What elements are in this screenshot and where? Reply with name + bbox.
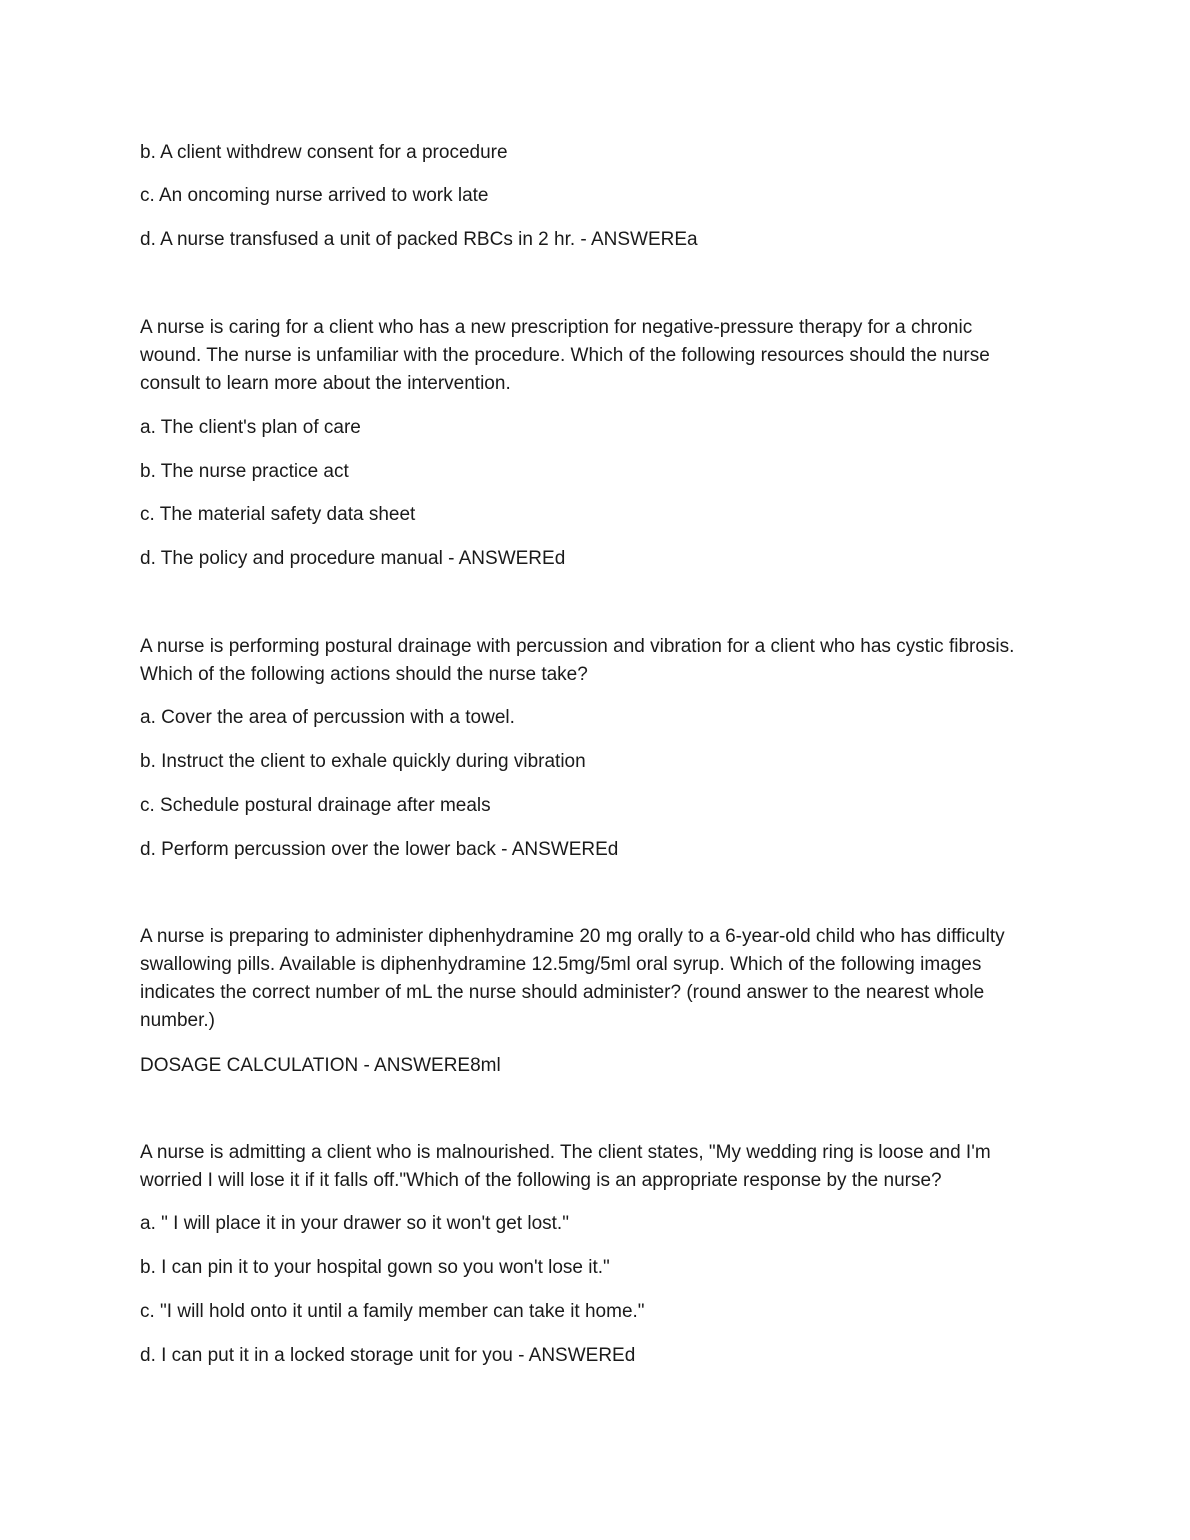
question-line: wound. The nurse is unfamiliar with the procedure. Which of the following resources should the nurse [140, 345, 990, 366]
option-line: c. An oncoming nurse arrived to work late [140, 185, 489, 206]
question-line: A nurse is preparing to administer diphenhydramine 20 mg orally to a 6-year-old child who has difficulty [140, 926, 1005, 947]
question-text [140, 633, 1060, 689]
option-line: d. Perform percussion over the lower back - ANSWEREd [140, 839, 619, 860]
question-line: consult to learn more about the intervention. [140, 373, 511, 394]
option-line: b. The nurse practice act [140, 461, 349, 482]
option-line: a. " I will place it in your drawer so it won't get lost." [140, 1213, 569, 1234]
question-line: swallowing pills. Available is diphenhydramine 12.5mg/5ml oral syrup. Which of the following images [140, 954, 982, 975]
option-line: b. I can pin it to your hospital gown so you won't lose it." [140, 1257, 610, 1278]
question-text [140, 1139, 1060, 1195]
option-line: d. I can put it in a locked storage unit for you - ANSWEREd [140, 1345, 636, 1366]
option-line: c. The material safety data sheet [140, 504, 416, 525]
question-line: A nurse is admitting a client who is malnourished. The client states, "My wedding ring is loose and I'm [140, 1142, 991, 1163]
question-line: worried I will lose it if it falls off."Which of the following is an appropriate response by the nurse? [140, 1170, 942, 1191]
question-line: number.) [140, 1010, 215, 1031]
question-line: Which of the following actions should the nurse take? [140, 664, 588, 685]
question-line: indicates the correct number of mL the nurse should administer? (round answer to the nearest whole [140, 982, 985, 1003]
option-line: c. "I will hold onto it until a family member can take it home." [140, 1301, 645, 1322]
option-line: d. The policy and procedure manual - ANSWEREd [140, 548, 566, 569]
question-text [140, 314, 1060, 398]
option-line: a. Cover the area of percussion with a towel. [140, 707, 515, 728]
question-line: A nurse is caring for a client who has a new prescription for negative-pressure therapy for a chronic [140, 317, 973, 338]
option-line: b. A client withdrew consent for a procedure [140, 142, 508, 163]
option-line: a. The client's plan of care [140, 417, 361, 438]
answer-line: DOSAGE CALCULATION - ANSWERE8ml [140, 1055, 501, 1076]
question-text [140, 923, 1060, 1035]
question-line: A nurse is performing postural drainage with percussion and vibration for a client who has cystic fibrosis. [140, 636, 1015, 657]
option-line: d. A nurse transfused a unit of packed RBCs in 2 hr. - ANSWEREa [140, 229, 698, 250]
option-line: c. Schedule postural drainage after meals [140, 795, 491, 816]
option-line: b. Instruct the client to exhale quickly during vibration [140, 751, 586, 772]
